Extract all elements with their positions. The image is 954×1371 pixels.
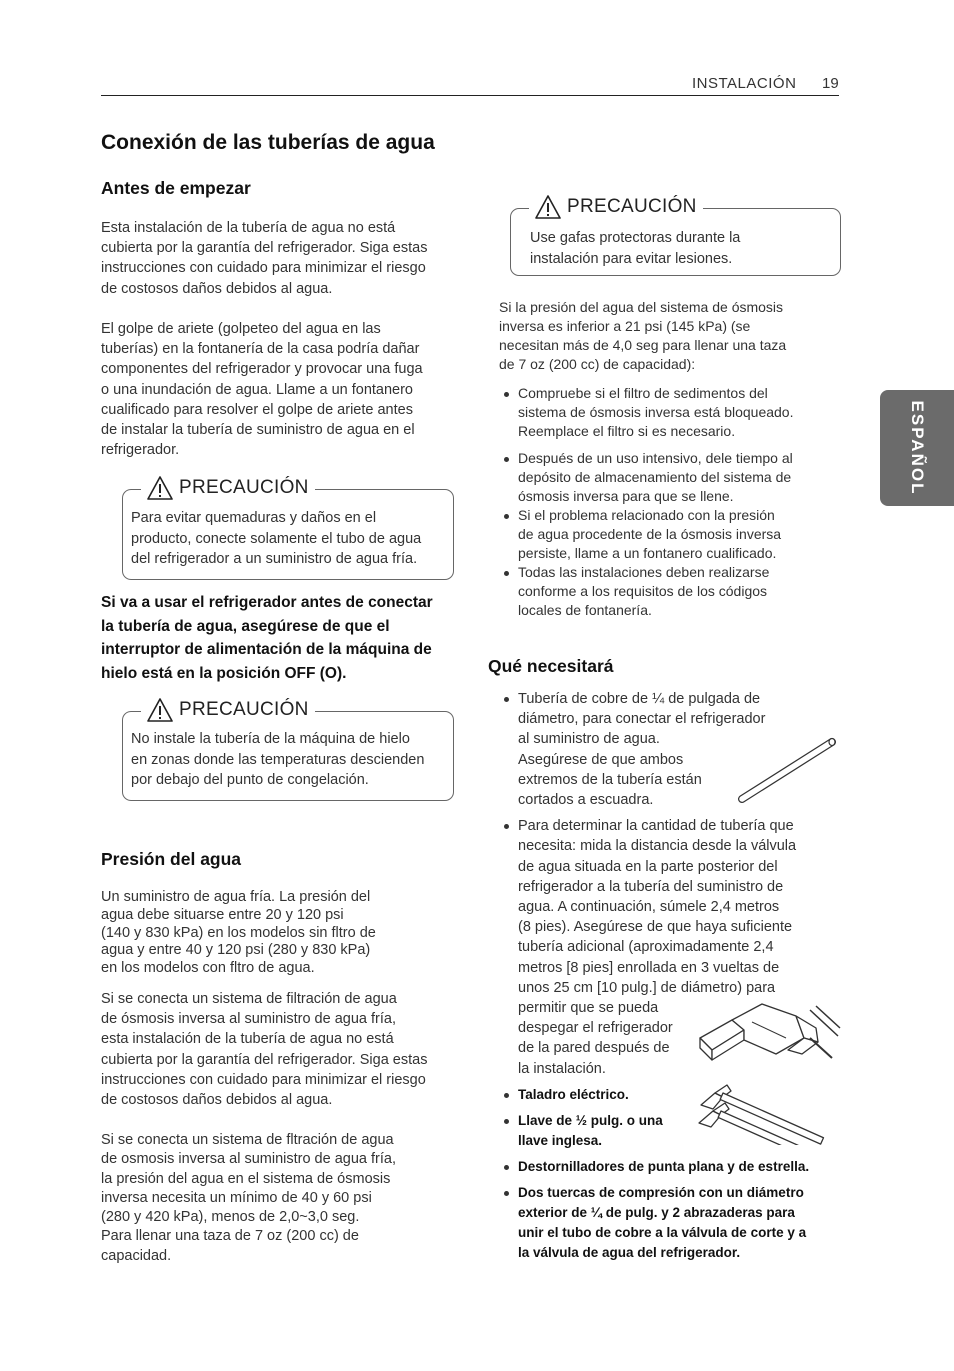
text-line: Taladro eléctrico. bbox=[518, 1087, 629, 1102]
text-line: de costosos daños debidos al agua. bbox=[101, 280, 333, 297]
heading-que-necesitara: Qué necesitará bbox=[488, 656, 614, 676]
text-line: depósito de almacenamiento del sistema de bbox=[518, 469, 792, 485]
text-line: (140 y 830 kPa) en los modelos sin fltro de bbox=[101, 924, 376, 941]
heading-presion-del-agua: Presión del agua bbox=[101, 849, 242, 869]
text-line: extremos de la tubería están bbox=[518, 771, 702, 788]
text-line: instrucciones con cuidado para minimizar el riesgo bbox=[101, 1071, 426, 1088]
warning-triangle-icon bbox=[147, 698, 173, 722]
text-line: cubierta por la garantía del refrigerador. Siga estas bbox=[101, 1051, 428, 1068]
text-line: Para llenar una taza de 7 oz (200 cc) de bbox=[101, 1228, 359, 1245]
text-line: producto, conecte solamente el tubo de agua bbox=[131, 530, 422, 547]
text-line: Asegúrese de que ambos bbox=[518, 751, 684, 768]
text-line: Para determinar la cantidad de tubería que bbox=[518, 818, 794, 835]
text-line: de agua procedente de la ósmosis inversa bbox=[518, 526, 782, 542]
text-line: necesitan más de 4,0 seg para llenar una taza bbox=[499, 337, 787, 353]
caution-box-freezing bbox=[122, 699, 454, 801]
caution-header bbox=[141, 476, 315, 500]
text-line: No instale la tubería de la máquina de hielo bbox=[131, 731, 410, 747]
caution-box-hot-water bbox=[122, 477, 454, 580]
drill-illustration bbox=[692, 998, 842, 1076]
text-line: esta instalación de la tubería de agua no está bbox=[101, 1031, 394, 1048]
text-line: Llave de ½ pulg. o una bbox=[518, 1113, 663, 1128]
header-section-label: INSTALACIÓN bbox=[692, 75, 797, 92]
text-line: El golpe de ariete (golpeteo del agua en las bbox=[101, 321, 381, 337]
text-line: hielo está en la posición OFF (O). bbox=[101, 664, 347, 682]
text-line: persiste, llame a un fontanero cualificado. bbox=[518, 545, 777, 561]
text-line: conforme a los requisitos de los códigos bbox=[518, 583, 768, 599]
list-item-compression-nuts bbox=[500, 1183, 830, 1263]
text-line: Si va a usar el refrigerador antes de conectar bbox=[101, 594, 433, 611]
text-line: inversa necesita un mínimo de 40 y 60 psi bbox=[101, 1189, 372, 1206]
text-line: Reemplace el filtro si es necesario. bbox=[518, 423, 736, 439]
text-line: agua debe situarse entre 20 y 120 psi bbox=[101, 906, 344, 923]
caution-header bbox=[141, 698, 315, 722]
text-line: la tubería de agua, asegúrese de que el bbox=[101, 617, 390, 635]
text-line: Si se conecta un sistema de fltración de agua bbox=[101, 1132, 394, 1148]
text-line: la instalación. bbox=[518, 1060, 606, 1077]
paragraph-presion-1 bbox=[101, 889, 446, 978]
list-item bbox=[500, 449, 793, 506]
paragraph-antes-1 bbox=[101, 218, 446, 299]
text-line: capacidad. bbox=[101, 1247, 172, 1264]
paragraph-presion-2 bbox=[101, 989, 446, 1110]
text-line: despegar el refrigerador bbox=[518, 1020, 673, 1037]
caution-label: PRECAUCIÓN bbox=[179, 477, 309, 498]
paragraph-antes-2 bbox=[101, 319, 446, 460]
text-line: agua y entre 40 y 120 psi (280 y 830 kPa) bbox=[101, 942, 371, 959]
text-line: locales de fontanería. bbox=[518, 602, 652, 618]
list-item bbox=[500, 384, 793, 441]
text-line: Si se conecta un sistema de filtración de agua bbox=[101, 991, 397, 1007]
text-line: instalación para evitar lesiones. bbox=[530, 250, 733, 267]
text-line: o una inundación de agua. Llame a un fontanero bbox=[101, 381, 413, 398]
text-line: de ósmosis inversa al suministro de agua fría, bbox=[101, 1011, 396, 1028]
caution-text bbox=[131, 729, 424, 791]
text-line: ósmosis inversa para que se llene. bbox=[518, 488, 734, 504]
paragraph-presion-3 bbox=[101, 1131, 446, 1266]
text-line: instrucciones con cuidado para minimizar el riesgo bbox=[101, 260, 426, 277]
text-line: Destornilladores de punta plana y de estrella. bbox=[518, 1159, 810, 1174]
text-line: cortados a escuadra. bbox=[518, 792, 654, 809]
text-line: de la pared después de bbox=[518, 1040, 670, 1057]
text-line: al suministro de agua. bbox=[518, 731, 660, 748]
text-line: exterior de ¼ de pulg. y 2 abrazaderas para bbox=[518, 1205, 795, 1220]
text-line: la presión del agua en el sistema de ósmosis bbox=[101, 1170, 391, 1187]
list-item bbox=[500, 506, 793, 563]
text-line: refrigerador. bbox=[101, 442, 180, 459]
text-line: la válvula de agua del refrigerador. bbox=[518, 1245, 741, 1260]
text-line: (8 pies). Asegúrese de que haya suficiente bbox=[518, 919, 793, 936]
text-line: tuberías) en la fontanería de la casa podría dañar bbox=[101, 341, 420, 358]
text-line: sistema de ósmosis inversa está bloqueado. bbox=[518, 404, 794, 420]
language-side-tab-label: ESPAÑOL bbox=[908, 400, 927, 496]
page-title: Conexión de las tuberías de agua bbox=[101, 131, 435, 154]
caution-label: PRECAUCIÓN bbox=[179, 699, 309, 720]
text-line: permitir que se pueda bbox=[518, 1000, 659, 1017]
text-line: agua. A continuación, súmele 2,4 metros bbox=[518, 899, 780, 916]
paragraph-ro-intro bbox=[499, 298, 786, 374]
text-line: cualificado para resolver el golpe de ariete antes bbox=[101, 401, 413, 418]
text-line: cubierta por la garantía del refrigerador. Siga estas bbox=[101, 240, 428, 257]
caution-label: PRECAUCIÓN bbox=[567, 196, 697, 217]
text-line: de instalar la tubería de suministro de agua en el bbox=[101, 422, 415, 439]
heading-antes-de-empezar: Antes de empezar bbox=[101, 178, 251, 198]
text-line: en los modelos con fltro de agua. bbox=[101, 960, 315, 977]
text-line: diámetro, para conectar el refrigerador bbox=[518, 711, 766, 728]
text-line: necesita: mida la distancia desde la válvula bbox=[518, 838, 797, 855]
text-line: llave inglesa. bbox=[518, 1133, 603, 1148]
text-line: Para evitar quemaduras y daños en el bbox=[131, 510, 377, 526]
text-line: Use gafas protectoras durante la bbox=[530, 230, 741, 246]
list-item-screwdrivers bbox=[500, 1157, 830, 1177]
text-line: unir el tubo de cobre a la válvula de corte y a bbox=[518, 1225, 807, 1240]
text-line: de costosos daños debidos al agua. bbox=[101, 1092, 333, 1109]
text-line: Si la presión del agua del sistema de ósmosis bbox=[499, 299, 784, 315]
warning-triangle-icon bbox=[535, 195, 561, 219]
text-line: de osmosis inversa al suministro de agua fría, bbox=[101, 1151, 396, 1168]
header-rule bbox=[101, 95, 839, 96]
ro-bullet-list bbox=[500, 384, 793, 620]
text-line: refrigerador a la tubería del suministro de bbox=[518, 878, 784, 895]
text-line: Después de un uso intensivo, dele tiempo al bbox=[518, 450, 793, 466]
text-line: tubería adicional (aproximadamente 2,4 bbox=[518, 939, 774, 956]
list-item bbox=[500, 563, 793, 620]
text-line: por debajo del punto de congelación. bbox=[131, 772, 369, 788]
caution-box-goggles bbox=[510, 196, 841, 276]
bold-note-ice-maker bbox=[101, 591, 451, 685]
text-line: Tubería de cobre de ¼ de pulgada de bbox=[518, 691, 761, 707]
page-number: 19 bbox=[822, 75, 839, 92]
text-line: Compruebe si el filtro de sedimentos del bbox=[518, 385, 768, 401]
text-line: (280 y 420 kPa), menos de 2,0~3,0 seg. bbox=[101, 1209, 360, 1226]
text-line: Si el problema relacionado con la presión bbox=[518, 507, 775, 523]
caution-header bbox=[529, 195, 703, 219]
text-line: Un suministro de agua fría. La presión del bbox=[101, 889, 371, 905]
warning-triangle-icon bbox=[147, 476, 173, 500]
text-line: componentes del refrigerador y provocar una fuga bbox=[101, 361, 423, 378]
text-line: de agua situada en la parte posterior del bbox=[518, 858, 778, 875]
text-line: inversa es inferior a 21 psi (145 kPa) (se bbox=[499, 318, 751, 334]
text-line: Esta instalación de la tubería de agua no está bbox=[101, 220, 396, 236]
text-line: Dos tuercas de compresión con un diámetro bbox=[518, 1185, 804, 1200]
text-line: Todas las instalaciones deben realizarse bbox=[518, 564, 770, 580]
copper-tube-illustration bbox=[735, 735, 840, 807]
text-line: del refrigerador a un suministro de agua fría. bbox=[131, 551, 418, 567]
wrench-illustration bbox=[695, 1083, 840, 1145]
caution-text bbox=[131, 508, 421, 570]
text-line: unos 25 cm [10 pulg.] de diámetro) para bbox=[518, 979, 776, 996]
text-line: de 7 oz (200 cc) de capacidad): bbox=[499, 356, 696, 372]
caution-text bbox=[530, 228, 740, 269]
text-line: en zonas donde las temperaturas descienden bbox=[131, 751, 425, 768]
language-side-tab bbox=[880, 390, 954, 506]
text-line: interruptor de alimentación de la máquina de bbox=[101, 641, 432, 658]
text-line: metros [8 pies] enrollada en 3 vueltas de bbox=[518, 959, 780, 976]
